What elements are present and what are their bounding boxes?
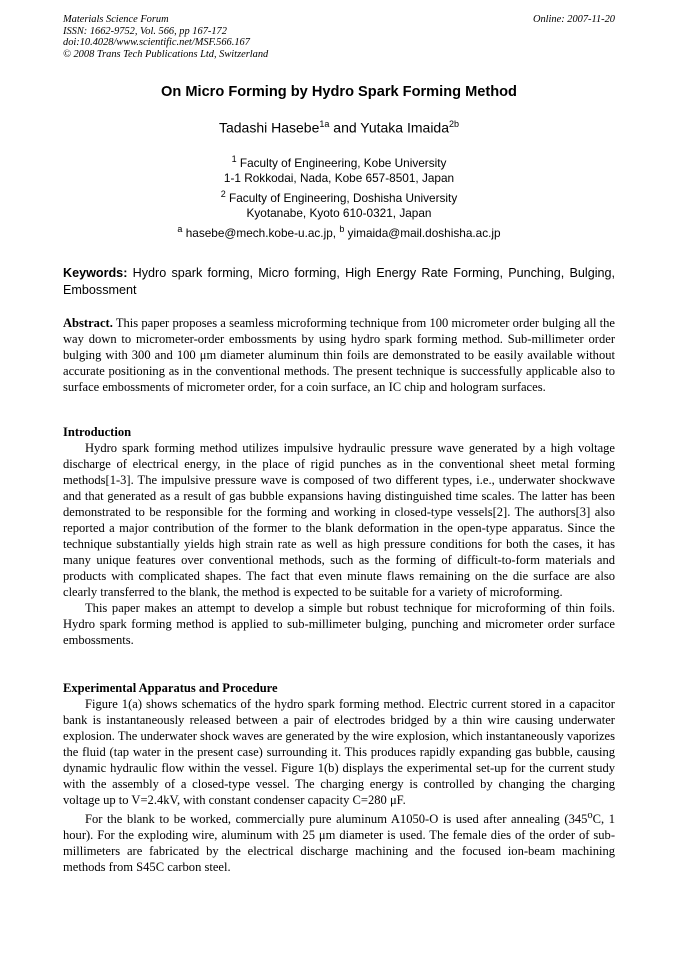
affiliation-1 (63, 152, 615, 171)
paragraph (63, 808, 615, 875)
keywords-block (63, 265, 615, 298)
author-name: Yutaka Imaida (360, 119, 450, 136)
section-heading: Introduction (63, 425, 132, 439)
affiliations (63, 152, 615, 241)
author-list (63, 119, 615, 136)
abstract-text: This paper proposes a seamless microforming technique from 100 micrometer order bulging all the way down to micrometer-order embossments by using hydro spark forming method. Sub-millimeter order bulging with 300 and 100 μm diameter aluminum thin foils are demonstrated to be easily available without accurate positioning as in the conventional methods. The present technique is successfully applicable also to surface embossments of micrometer order, for a coin surface, an IC chip and hologram surfaces. (63, 316, 615, 394)
affiliation-name: Faculty of Engineering, Doshisha University (225, 190, 458, 205)
degree-mark: o (587, 810, 593, 821)
journal-doi: doi:10.4028/www.scientific.net/MSF.566.167 (63, 37, 250, 48)
email-link[interactable]: yimaida@mail.doshisha.ac.jp (344, 225, 501, 240)
author-name: Tadashi Hasebe (218, 119, 320, 136)
keywords-label: Keywords: (63, 266, 128, 280)
affiliation-1-address: 1-1 Rokkodai, Nada, Kobe 657-8501, Japan (223, 171, 455, 186)
email-mark: b (339, 223, 345, 234)
journal-name: Materials Science Forum (63, 14, 169, 25)
paragraph: This paper makes an attempt to develop a simple but robust technique for microforming of thin foils. Hydro spark forming method is applied to sub-millimeter bulging, punching and micrometer order surface embossments. (63, 601, 615, 647)
online-date: Online: 2007-11-20 (532, 14, 615, 25)
affiliation-mark: 1 (231, 154, 237, 164)
paragraph-text: For the blank to be worked, commercially pure aluminum A1050-O is used after annealing (345 (85, 812, 588, 827)
abstract (63, 315, 615, 395)
paper-title: On Micro Forming by Hydro Spark Forming Method (161, 84, 517, 100)
author-affiliation-mark: 1a (319, 119, 330, 129)
email-link[interactable]: hasebe@mech.kobe-u.ac.jp, (182, 225, 340, 240)
journal-copyright: © 2008 Trans Tech Publications Ltd, Switzerland (63, 48, 269, 60)
abstract-label: Abstract. (63, 316, 113, 330)
keywords-text: Hydro spark forming, Micro forming, High Energy Rate Forming, Punching, Bulging, Embossment (63, 266, 615, 297)
affiliation-2 (63, 187, 615, 206)
paragraph-text: C, 1 hour). For the exploding wire, aluminum with 25 μm diameter is used. The female dies of the order of sub-millimeters are fabricated by the electrical discharge machining and the focused ion-beam machining methods from S45C carbon steel. (63, 812, 615, 875)
affiliation-2-address: Kyotanabe, Kyoto 610-0321, Japan (246, 206, 432, 221)
journal-issn: ISSN: 1662-9752, Vol. 566, pp 167-172 (63, 25, 227, 37)
paragraph: Hydro spark forming method utilizes impulsive hydraulic pressure wave generated by a high voltage discharge of electrical energy, in the place of rigid punches as in the conventional sheet metal forming methods[1-3]. The impulsive pressure wave is composed of two different types, i.e., underwater shockwave and that generated as a result of gas bubble expansions having distinguished time scales. The latter has been demonstrated to be responsible for the forming and working in closed-type vessels[2]. The authors[3] also reported a major contribution of the former to the blank deformation in the open-type apparatus. Since the technique substantially yields high strain rate as well as high pressure conditions for both the cases, it has many unique features over conventional methods, such as the forming of difficult-to-form materials and products with complicated shapes. The fact that even minute flaws remaining on the die surface are also clearly transferred to the blank, the method is expected to be suitable for a variety of microforming. (63, 441, 615, 599)
author-affiliation-mark: 2b (449, 119, 460, 129)
email-mark: a (177, 223, 183, 234)
author-emails (63, 222, 615, 241)
affiliation-mark: 2 (220, 188, 226, 199)
author-conjunction: and (329, 119, 361, 136)
experimental-section (63, 680, 615, 875)
paragraph: Figure 1(a) shows schematics of the hydro spark forming method. Electric current stored in a capacitor bank is instantaneously released between a pair of electrodes bridged by a thin wire causing underwater explosion. The underwater shock waves are generated by the wire explosion, which instantaneously vaporizes the fluid (tap water in the present case) surrounding it. This produces rapidly expanding gas bubble, causing dynamic hydraulic flow within the vessel. Figure 1(b) displays the experimental set-up for the current study with the assembly of a closed-type vessel. The charging energy is controlled by changing the charging voltage up to V=2.4kV, with constant condenser capacity C=280 μF. (63, 697, 616, 807)
section-heading: Experimental Apparatus and Procedure (63, 681, 278, 695)
affiliation-name: Faculty of Engineering, Kobe University (236, 155, 447, 170)
journal-header (63, 14, 615, 60)
introduction-section (63, 424, 615, 648)
